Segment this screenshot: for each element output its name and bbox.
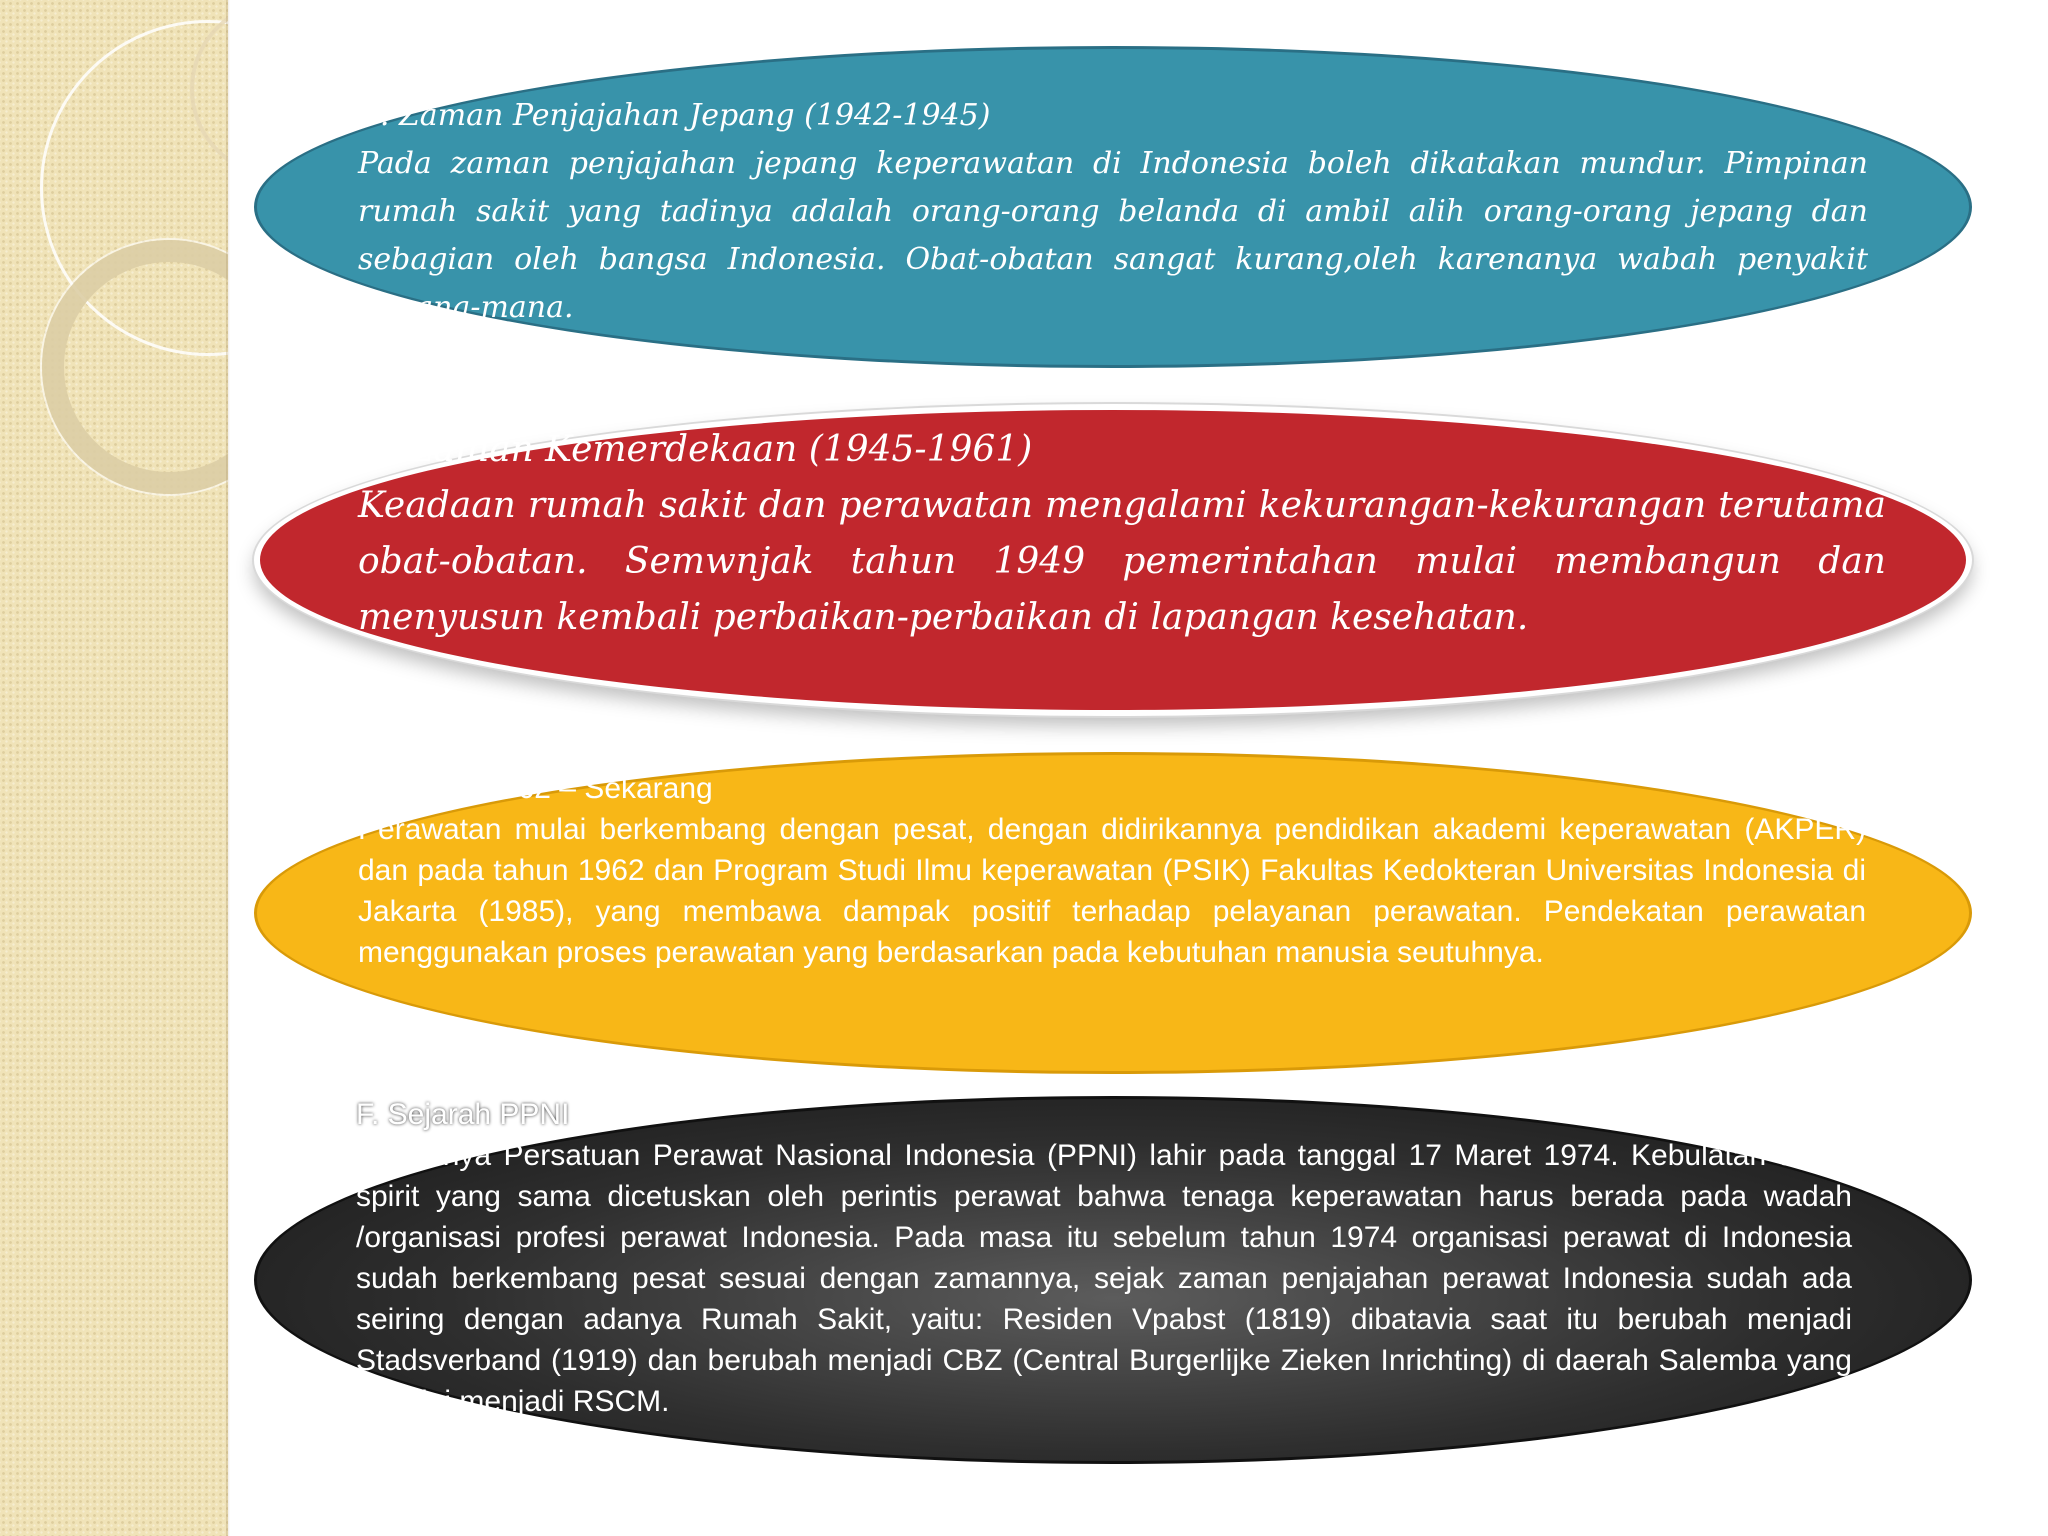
section-f-title: F. Sejarah PPNI [356, 1098, 570, 1131]
section-f-body: Berdirinya Persatuan Perawat Nasional Indonesia (PPNI) lahir pada tanggal 17 Maret 1974. Kebulatan tekad spirit yang sama dicetuskan oleh perintis perawat bahwa tenaga keperawatan harus berada pada wadah /organisasi profesi perawat Indonesia. Pada masa itu sebelum tahun 1974 organisasi perawat di Indonesia sudah berkembang pesat sesuai dengan zamannya, sejak zaman penjajahan perawat Indonesia sudah ada seiring dengan adanya Rumah Sakit, yaitu: Residen Vpabst (1819) dibatavia saat itu berubah menjadi Stadsverband (1919) dan berubah menjadi CBZ (Central Burgerlijke Zieken Inrichting) di daerah Salemba yang saat ini menjadi RSCM. [356, 1139, 1852, 1418]
section-c-title: C. Zaman Penjajahan Jepang (1942-1945) [358, 98, 991, 133]
section-e-body: Perawatan mulai berkembang dengan pesat, dengan didirikannya pendidikan akademi keperawatan (AKPER) dan pada tahun 1962 dan Program Studi Ilmu keperawatan (PSIK) Fakultas Kedokteran Universitas Indonesia di Jakarta (1985), yang membawa dampak positif terhadap pelayanan perawatan. Pendekatan perawatan menggunakan proses perawatan yang berdasarkan pada kebutuhan manusia seutuhnya. [358, 813, 1866, 969]
section-d-title: D. Zaman Kemerdekaan (1945-1961) [358, 429, 1033, 470]
section-c-text [358, 92, 1868, 332]
decorative-side-panel [0, 0, 228, 1536]
section-e-text [358, 768, 1866, 973]
section-c-body: Pada zaman penjajahan jepang keperawatan di Indonesia boleh dikatakan mundur. Pimpinan rumah sakit yang tadinya adalah orang-orang belanda di ambil alih orang-orang jepang dan sebagian oleh bangsa Indonesia. Obat-obatan sangat kurang,oleh karenanya wabah penyakit dimana-mana. [358, 146, 1868, 325]
section-e-title: E. Tahun 1962 – Sekarang [358, 772, 713, 805]
section-d-body: Keadaan rumah sakit dan perawatan mengalami kekurangan-kekurangan terutama obat-obatan. Semwnjak tahun 1949 pemerintahan mulai membangun dan menyusun kembali perbaikan-perbaikan di lapangan kesehatan. [358, 485, 1886, 638]
section-d-text [358, 422, 1886, 646]
section-f-text [356, 1094, 1852, 1422]
side-panel-edge [226, 0, 230, 1536]
